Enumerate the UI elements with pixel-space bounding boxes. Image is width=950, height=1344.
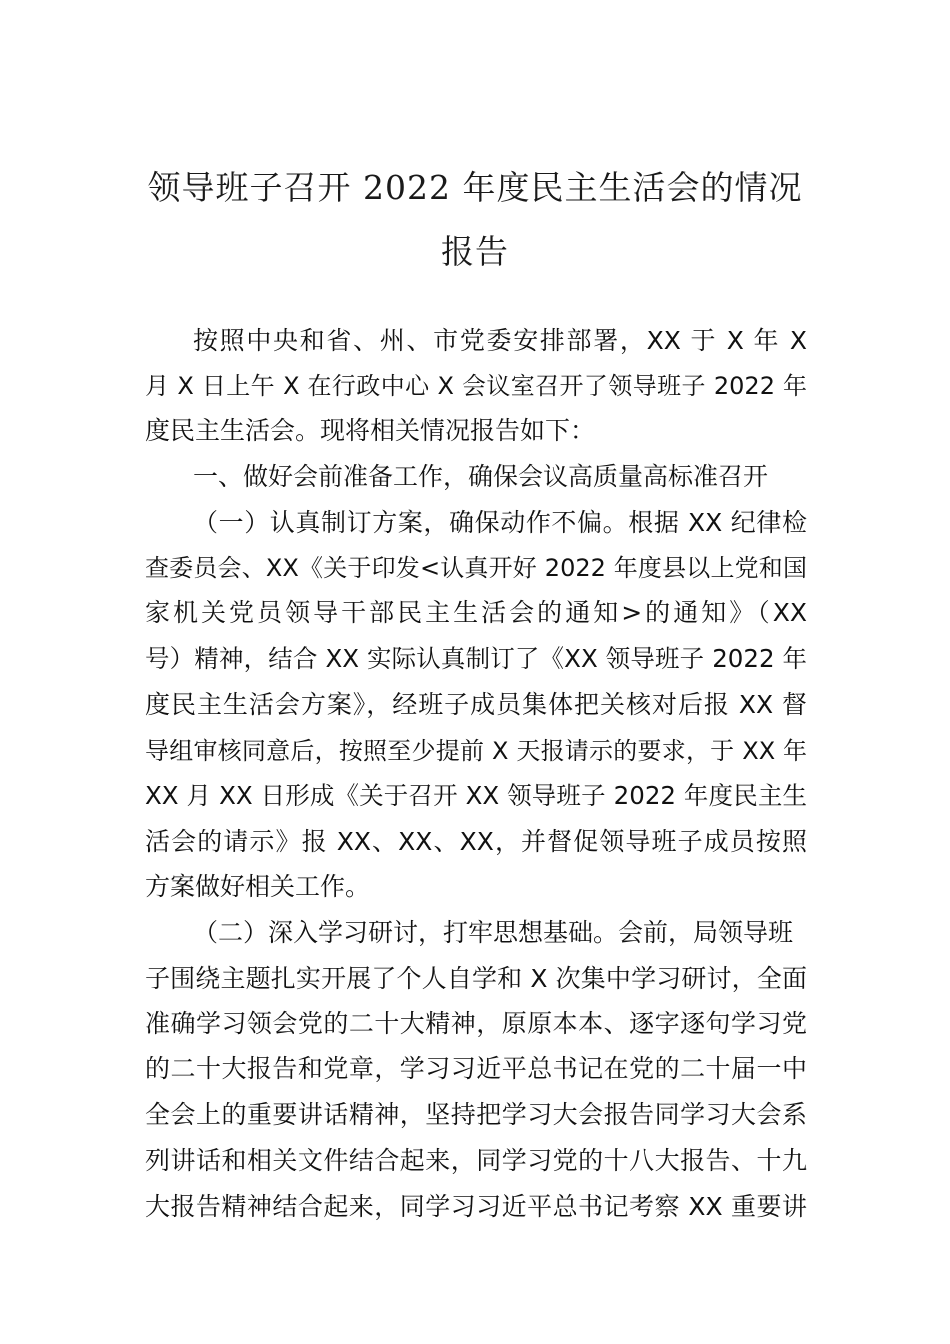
body-line-9: 度民主生活会方案》，经班子成员集体把关核对后报 XX 督 <box>145 690 807 719</box>
body-line-8: 号）精神，结合 XX 实际认真制订了《XX 领导班子 2022 年 <box>145 644 807 673</box>
body-line-5: （一）认真制订方案，确保动作不偏。根据 XX 纪律检 <box>193 508 807 537</box>
body-line-1: 按照中央和省、州、市党委安排部署，XX 于 X 年 X <box>193 326 807 355</box>
body-line-10: 导组审核同意后，按照至少提前 X 天报请示的要求，于 XX 年 <box>145 737 807 765</box>
body-line-3: 度民主生活会。现将相关情况报告如下： <box>145 416 596 445</box>
document-title-line-1: 领导班子召开 2022 年度民主生活会的情况 <box>147 168 803 207</box>
body-line-16: 准确学习领会党的二十大精神，原原本本、逐字逐句学习党 <box>145 1009 807 1038</box>
body-line-2: 月 X 日上午 X 在行政中心 X 会议室召开了领导班子 2022 年 <box>145 372 807 400</box>
body-line-12: 活会的请示》报 XX、XX、XX，并督促领导班子成员按照 <box>145 827 807 856</box>
body-line-7: 家机关党员领导干部民主生活会的通知>的通知》（XX <box>145 598 807 627</box>
body-line-17: 的二十大报告和党章，学习习近平总书记在党的二十届一中 <box>145 1054 807 1083</box>
body-line-6: 查委员会、XX《关于印发<认真开好 2022 年度县以上党和国 <box>145 554 807 582</box>
document-title-line-2: 报告 <box>441 232 509 271</box>
body-line-20: 大报告精神结合起来，同学习习近平总书记考察 XX 重要讲 <box>145 1192 807 1221</box>
body-line-13: 方案做好相关工作。 <box>145 872 371 901</box>
body-line-19: 列讲话和相关文件结合起来，同学习党的十八大报告、十九 <box>145 1146 807 1175</box>
body-line-18: 全会上的重要讲话精神，坚持把学习大会报告同学习大会系 <box>145 1100 807 1129</box>
section-heading-1: 一、做好会前准备工作，确保会议高质量高标准召开 <box>193 462 769 491</box>
body-line-11: XX 月 XX 日形成《关于召开 XX 领导班子 2022 年度民主生 <box>145 781 807 810</box>
body-line-15: 子围绕主题扎实开展了个人自学和 X 次集中学习研讨，全面 <box>145 964 807 993</box>
body-line-14: （二）深入学习研讨，打牢思想基础。会前，局领导班 <box>193 918 794 947</box>
